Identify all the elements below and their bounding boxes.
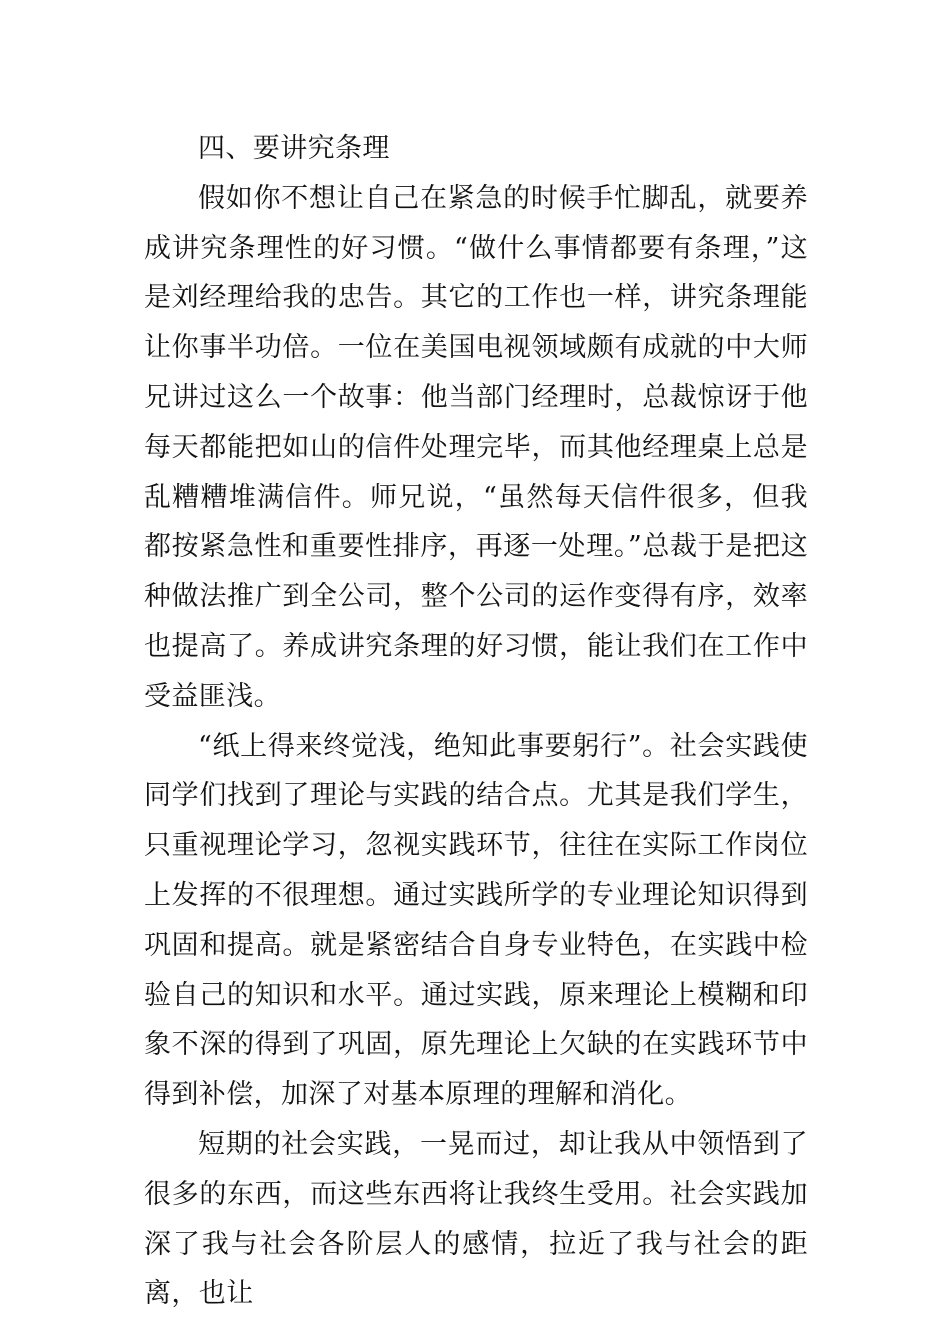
document-body [144,124,808,1319]
paragraph-practice: “纸上得来终觉浅，绝知此事要躬行”。社会实践使同学们找到了理论与实践的结合点。尤其是我们学生，只重视理论学习，忽视实践环节，往往在实际工作岗位上发挥的不很理想。通过实践所学的专业理论知识得到巩固和提高。就是紧密结合自身专业特色，在实践中检验自己的知识和水平。通过实践，原来理论上模糊和印象不深的得到了巩固，原先理论上欠缺的在实践环节中得到补偿，加深了对基本原理的理解和消化。 [144,730,808,1111]
paragraph-summary: 短期的社会实践，一晃而过，却让我从中领悟到了很多的东西，而这些东西将让我终生受用。社会实践加深了我与社会各阶层人的感情，拉近了我与社会的距离，也让 [144,1128,808,1310]
section-heading: 四、要讲究条理 [198,133,390,164]
paragraph-organization: 假如你不想让自己在紧急的时候手忙脚乱，就要养成讲究条理性的好习惯。“做什么事情都要有条理，”这是刘经理给我的忠告。其它的工作也一样，讲究条理能让你事半功倍。一位在美国电视领域颇有成就的中大师兄讲过这么一个故事：他当部门经理时，总裁惊讶于他每天都能把如山的信件处理完毕，而其他经理桌上总是乱糟糟堆满信件。师兄说，“虽然每天信件很多，但我都按紧急性和重要性排序，再逐一处理。”总裁于是把这种做法推广到全公司，整个公司的运作变得有序，效率也提高了。养成讲究条理的好习惯，能让我们在工作中受益匪浅。 [144,182,808,712]
